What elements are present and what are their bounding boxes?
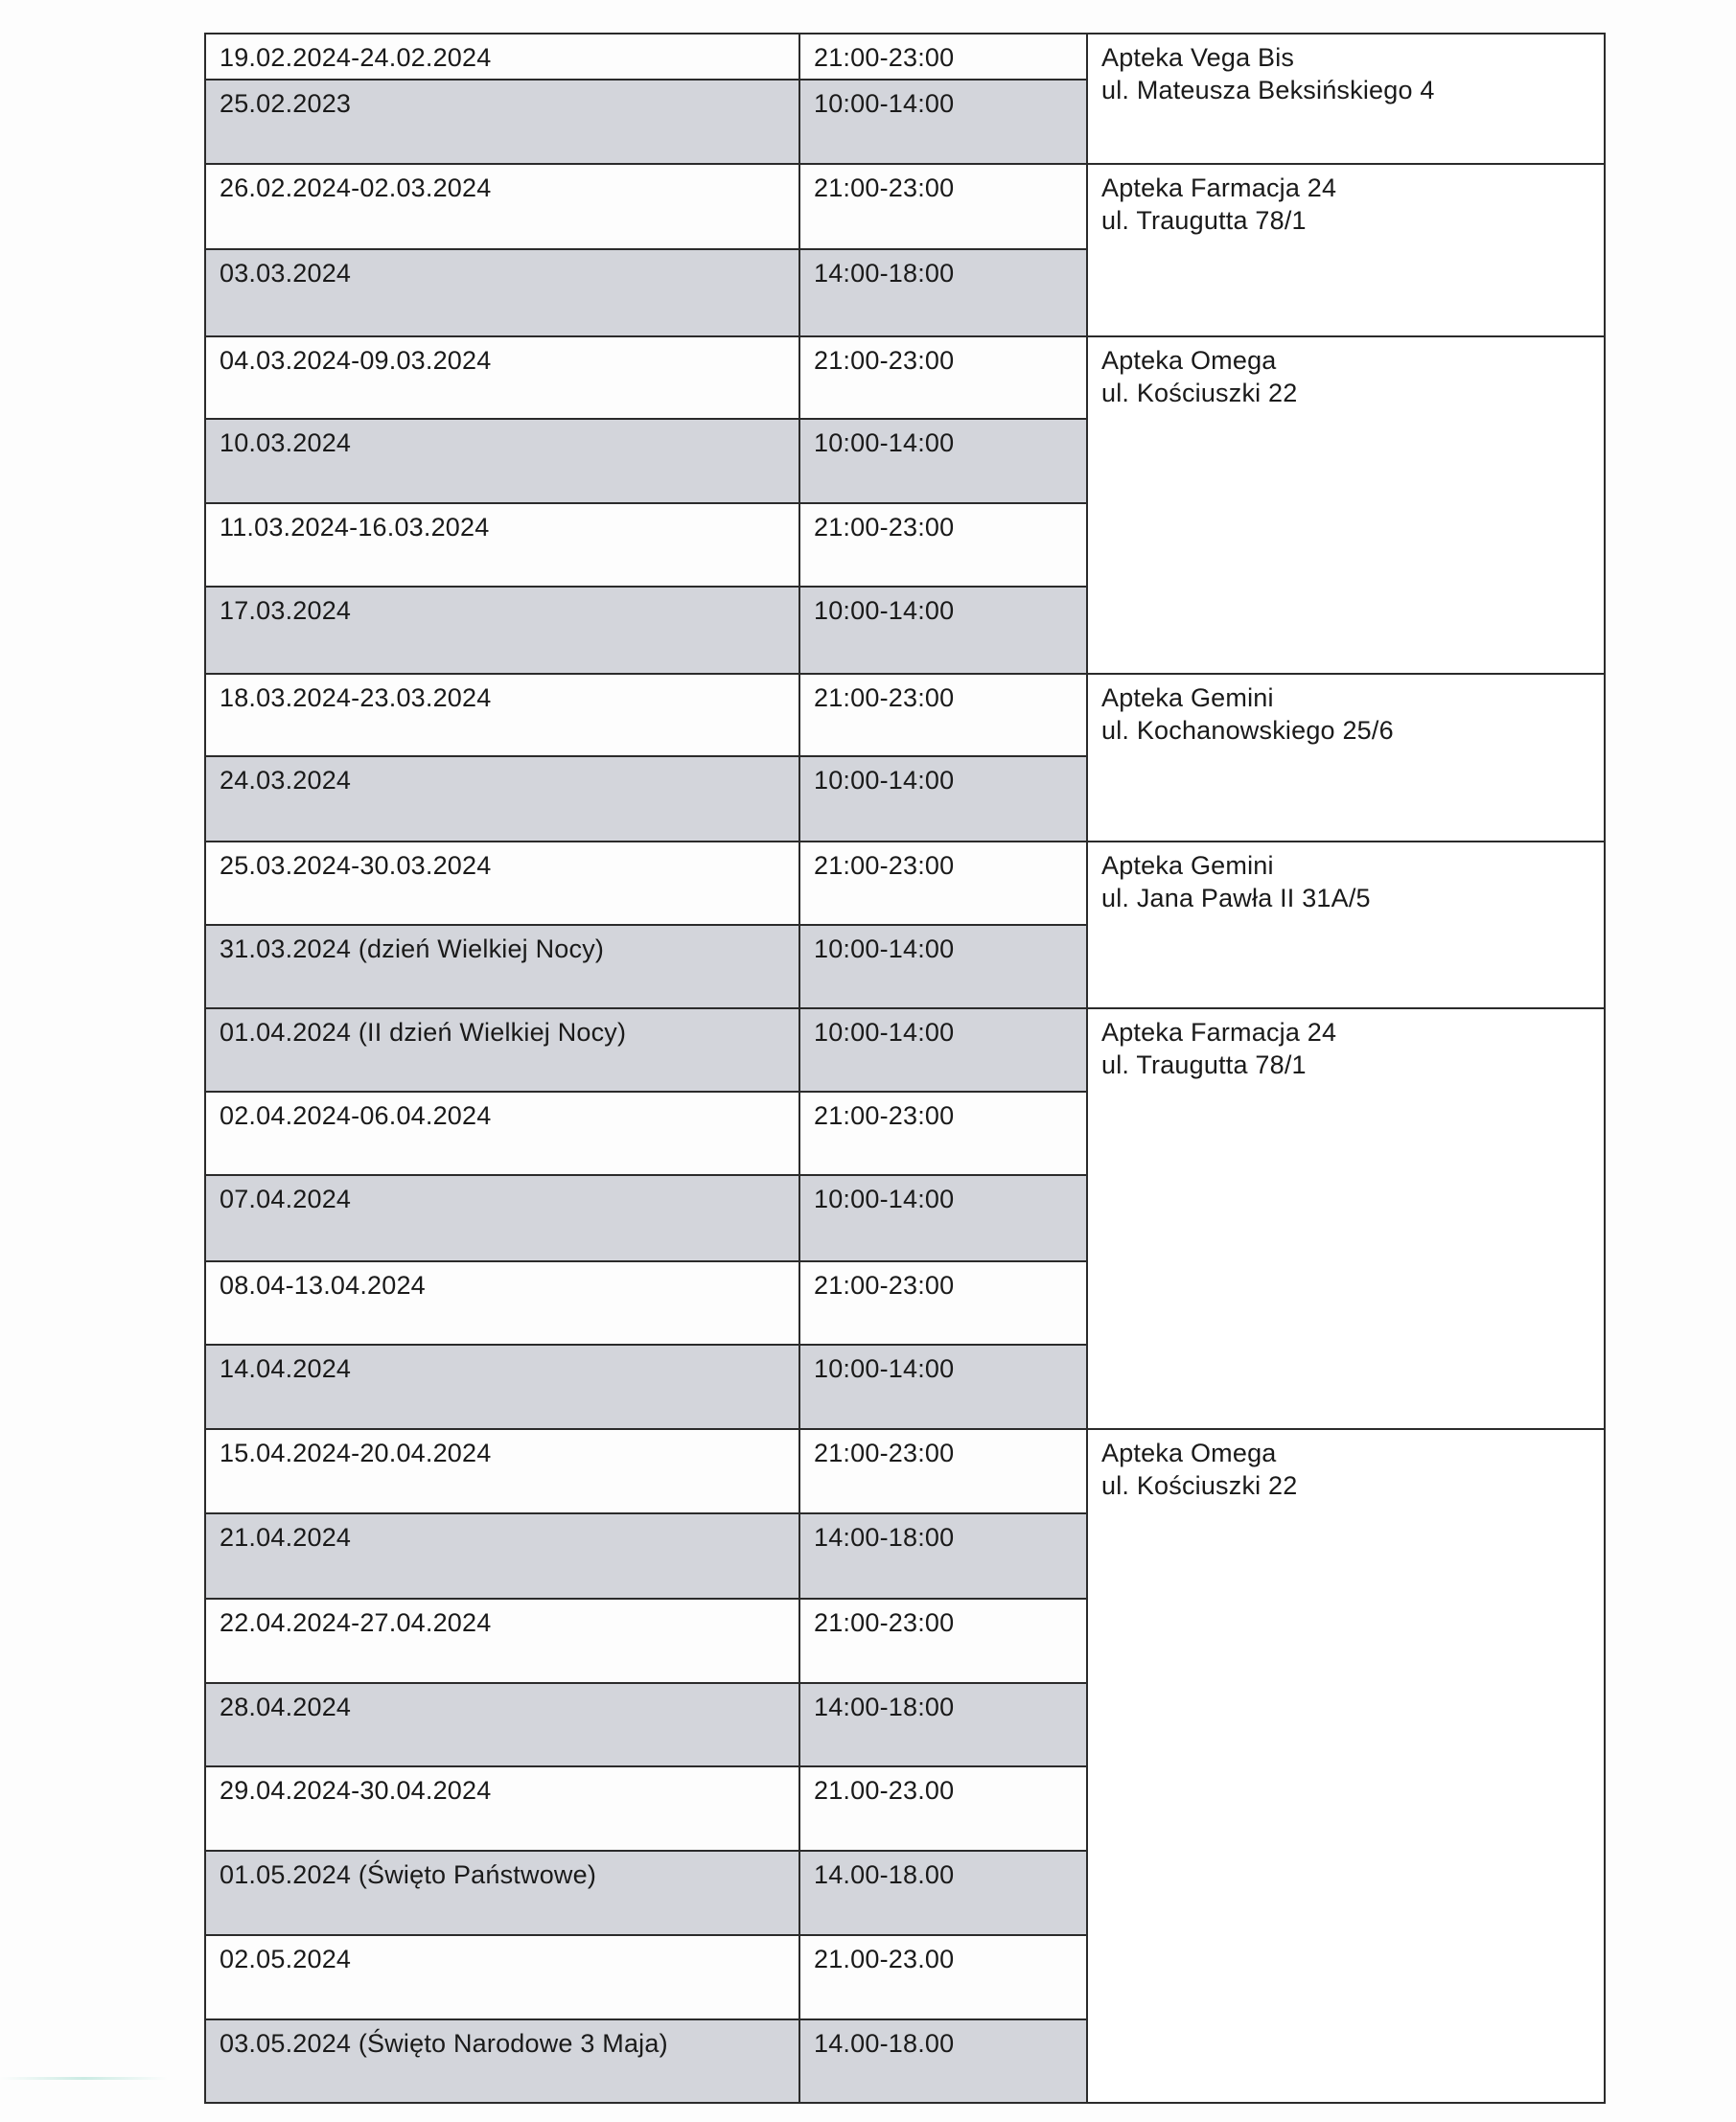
duty-hours-cell: 14:00-18:00	[799, 249, 1087, 336]
duty-date-cell: 19.02.2024-24.02.2024	[205, 34, 799, 80]
duty-hours-cell: 21:00-23:00	[799, 1599, 1087, 1683]
duty-hours-cell: 10:00-14:00	[799, 587, 1087, 674]
duty-date-cell: 07.04.2024	[205, 1175, 799, 1261]
duty-date-cell: 15.04.2024-20.04.2024	[205, 1429, 799, 1513]
pharmacy-address: ul. Kościuszki 22	[1101, 1470, 1298, 1500]
duty-hours-cell: 21.00-23.00	[799, 1766, 1087, 1851]
pharmacy-name: Apteka Omega	[1101, 1439, 1277, 1467]
schedule-row	[205, 674, 1605, 756]
pharmacy-name: Apteka Farmacja 24	[1101, 173, 1337, 202]
duty-hours-cell: 14.00-18.00	[799, 1851, 1087, 1935]
duty-date-cell: 28.04.2024	[205, 1683, 799, 1766]
pharmacy-address: ul. Traugutta 78/1	[1101, 1049, 1307, 1079]
duty-hours-cell: 14:00-18:00	[799, 1513, 1087, 1599]
schedule-row	[205, 1429, 1605, 1513]
duty-hours-cell: 21:00-23:00	[799, 1092, 1087, 1175]
pharmacy-name: Apteka Gemini	[1101, 851, 1274, 880]
duty-date-cell: 31.03.2024 (dzień Wielkiej Nocy)	[205, 925, 799, 1008]
pharmacy-duty-schedule-table	[204, 33, 1606, 2104]
duty-date-cell: 17.03.2024	[205, 587, 799, 674]
duty-hours-cell: 10:00-14:00	[799, 1175, 1087, 1261]
pharmacy-name: Apteka Vega Bis	[1101, 43, 1295, 72]
pharmacy-cell	[1087, 336, 1605, 674]
pharmacy-address: ul. Mateusza Beksińskiego 4	[1101, 75, 1435, 104]
duty-date-cell: 18.03.2024-23.03.2024	[205, 674, 799, 756]
pharmacy-address: ul. Jana Pawła II 31A/5	[1101, 883, 1371, 912]
schedule-row	[205, 1008, 1605, 1092]
duty-hours-cell: 21:00-23:00	[799, 1261, 1087, 1345]
duty-hours-cell: 10:00-14:00	[799, 1345, 1087, 1429]
duty-hours-cell: 10:00-14:00	[799, 419, 1087, 503]
duty-hours-cell: 21:00-23:00	[799, 674, 1087, 756]
duty-date-cell: 10.03.2024	[205, 419, 799, 503]
pharmacy-address: ul. Traugutta 78/1	[1101, 205, 1307, 235]
schedule-body	[205, 34, 1605, 2103]
duty-hours-cell: 21:00-23:00	[799, 336, 1087, 419]
duty-date-cell: 14.04.2024	[205, 1345, 799, 1429]
duty-hours-cell: 21:00-23:00	[799, 1429, 1087, 1513]
pharmacy-cell	[1087, 1008, 1605, 1429]
duty-hours-cell: 21:00-23:00	[799, 34, 1087, 80]
duty-date-cell: 11.03.2024-16.03.2024	[205, 503, 799, 587]
duty-date-cell: 01.04.2024 (II dzień Wielkiej Nocy)	[205, 1008, 799, 1092]
pharmacy-name: Apteka Omega	[1101, 346, 1277, 375]
duty-date-cell: 22.04.2024-27.04.2024	[205, 1599, 799, 1683]
duty-hours-cell: 14:00-18:00	[799, 1683, 1087, 1766]
duty-date-cell: 03.03.2024	[205, 249, 799, 336]
duty-hours-cell: 21:00-23:00	[799, 503, 1087, 587]
duty-hours-cell: 21.00-23.00	[799, 1935, 1087, 2019]
duty-hours-cell: 14.00-18.00	[799, 2019, 1087, 2103]
schedule-row	[205, 34, 1605, 80]
duty-hours-cell: 10:00-14:00	[799, 925, 1087, 1008]
schedule-row	[205, 164, 1605, 249]
pharmacy-cell	[1087, 1429, 1605, 2103]
pharmacy-address: ul. Kochanowskiego 25/6	[1101, 715, 1394, 745]
duty-hours-cell: 10:00-14:00	[799, 80, 1087, 164]
pharmacy-name: Apteka Farmacja 24	[1101, 1018, 1337, 1047]
scan-artifact-line	[0, 2077, 168, 2080]
duty-date-cell: 04.03.2024-09.03.2024	[205, 336, 799, 419]
duty-hours-cell: 10:00-14:00	[799, 1008, 1087, 1092]
duty-date-cell: 26.02.2024-02.03.2024	[205, 164, 799, 249]
duty-date-cell: 02.05.2024	[205, 1935, 799, 2019]
pharmacy-cell	[1087, 674, 1605, 842]
pharmacy-cell	[1087, 164, 1605, 336]
duty-date-cell: 24.03.2024	[205, 756, 799, 842]
duty-date-cell: 21.04.2024	[205, 1513, 799, 1599]
schedule-row	[205, 842, 1605, 925]
duty-hours-cell: 10:00-14:00	[799, 756, 1087, 842]
duty-date-cell: 29.04.2024-30.04.2024	[205, 1766, 799, 1851]
pharmacy-address: ul. Kościuszki 22	[1101, 378, 1298, 407]
duty-date-cell: 25.02.2023	[205, 80, 799, 164]
schedule-row	[205, 336, 1605, 419]
duty-date-cell: 08.04-13.04.2024	[205, 1261, 799, 1345]
duty-hours-cell: 21:00-23:00	[799, 164, 1087, 249]
pharmacy-cell	[1087, 842, 1605, 1008]
duty-hours-cell: 21:00-23:00	[799, 842, 1087, 925]
duty-date-cell: 03.05.2024 (Święto Narodowe 3 Maja)	[205, 2019, 799, 2103]
duty-date-cell: 02.04.2024-06.04.2024	[205, 1092, 799, 1175]
pharmacy-cell	[1087, 34, 1605, 164]
duty-date-cell: 25.03.2024-30.03.2024	[205, 842, 799, 925]
pharmacy-name: Apteka Gemini	[1101, 683, 1274, 712]
duty-date-cell: 01.05.2024 (Święto Państwowe)	[205, 1851, 799, 1935]
